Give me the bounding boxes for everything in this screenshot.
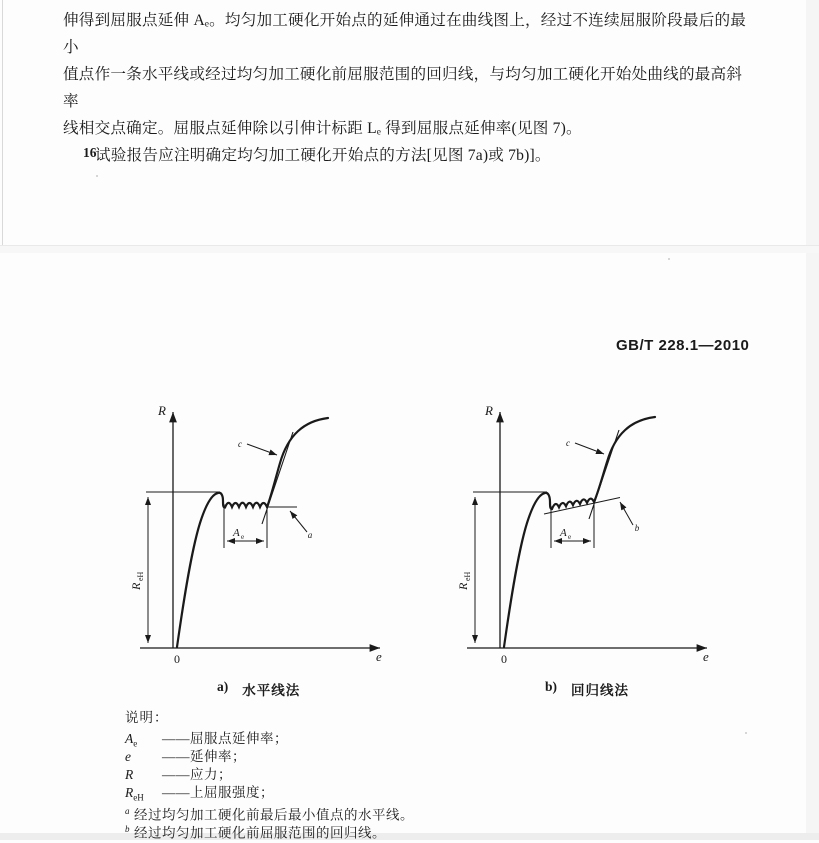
legend-desc: ——应力； [162,767,232,782]
footnote-text: 经过均匀加工硬化前最后最小值点的水平线。 [134,807,414,823]
figure-7a-horizontal-line-method [120,385,420,685]
svg-text:e: e [568,533,572,541]
svg-text:R: R [456,582,470,590]
scan-speck [668,258,670,260]
scan-page-seam [0,245,819,253]
footnote-marker: a [125,806,130,816]
origin-label: 0 [501,652,507,666]
tangent-callout-arrow [247,444,277,455]
legend-symbol: $R_{eH}$ [125,785,144,803]
scan-speck [745,732,747,734]
horizontal-ref-label: a [307,530,313,540]
caption-title: 回归线法 [571,683,630,698]
caption-index: b) [545,679,558,694]
legend-footnote [125,802,414,823]
stress-extension-curve [177,418,328,647]
legend-footnote [125,820,414,841]
origin-label: 0 [174,652,180,666]
yield-point-extension-label [559,527,571,541]
svg-text:eH: eH [463,571,472,581]
legend-item [125,730,414,748]
standard-code-header: GB/T 228.1—2010 [616,337,750,354]
legend-symbol: e [125,749,131,764]
tangent-callout-arrow [575,443,604,454]
y-axis-label: R [485,403,493,418]
legend-heading: 说明： [125,710,169,725]
caption-index: a) [217,679,229,694]
scan-speck [96,175,98,177]
max-slope-tangent-line [262,432,293,524]
figure-legend [125,706,414,841]
y-axis-label: R [158,403,166,418]
legend-symbol: $A_e$ [125,731,138,749]
caption-figure-a [217,679,300,699]
tangent-ref-label: c [566,438,570,448]
scan-edge-right [806,0,819,840]
legend-symbol: R [125,767,134,782]
footnote-text: 经过均匀加工硬化前屈服范围的回归线。 [134,825,386,841]
upper-yield-strength-label [456,571,472,591]
x-axis-label: e [703,649,709,664]
figure-7b-regression-line-method [447,385,747,685]
legend-desc: ——延伸率； [162,749,246,764]
stress-extension-curve [504,417,655,647]
body-line: 值点作一条水平线或经过均匀加工硬化前屈服范围的回归线，与均匀加工硬化开始处曲线的最高斜率 [63,66,743,110]
scan-edge-left-line [2,0,3,245]
method-line-callout-arrow [620,502,633,525]
body-line: 伸得到屈服点延伸 Aₑ。均匀加工硬化开始点的延伸通过在曲线图上，经过不连续屈服阶段最后的最小 [63,12,747,56]
caption-title: 水平线法 [242,683,301,698]
body-line: 线相交点确定。屈服点延伸除以引伸计标距 Lₑ 得到屈服点延伸率(见图 7)。 [63,120,582,137]
svg-text:eH: eH [136,571,145,581]
x-axis-label: e [376,649,382,664]
body-line: 试验报告应注明确定均匀加工硬化开始点的方法[见图 7a)或 7b)]。 [95,147,551,164]
page-number: 16 [83,145,97,160]
caption-figure-b [545,679,629,699]
legend-item [125,784,414,802]
upper-yield-strength-label [129,571,145,591]
svg-text:e: e [241,533,245,541]
body-paragraph [63,7,755,169]
svg-text:A: A [560,527,567,539]
legend-item [125,766,414,784]
svg-text:A: A [233,527,240,539]
footnote-marker: b [125,824,130,834]
tangent-ref-label: c [238,439,242,449]
yield-point-extension-label [232,527,244,541]
legend-item [125,748,414,766]
legend-desc: ——上屈服强度； [162,785,274,800]
svg-text:R: R [129,582,143,590]
method-line-callout-arrow [290,511,307,532]
regression-ref-label: b [634,523,640,533]
legend-desc: ——屈服点延伸率； [162,731,288,746]
